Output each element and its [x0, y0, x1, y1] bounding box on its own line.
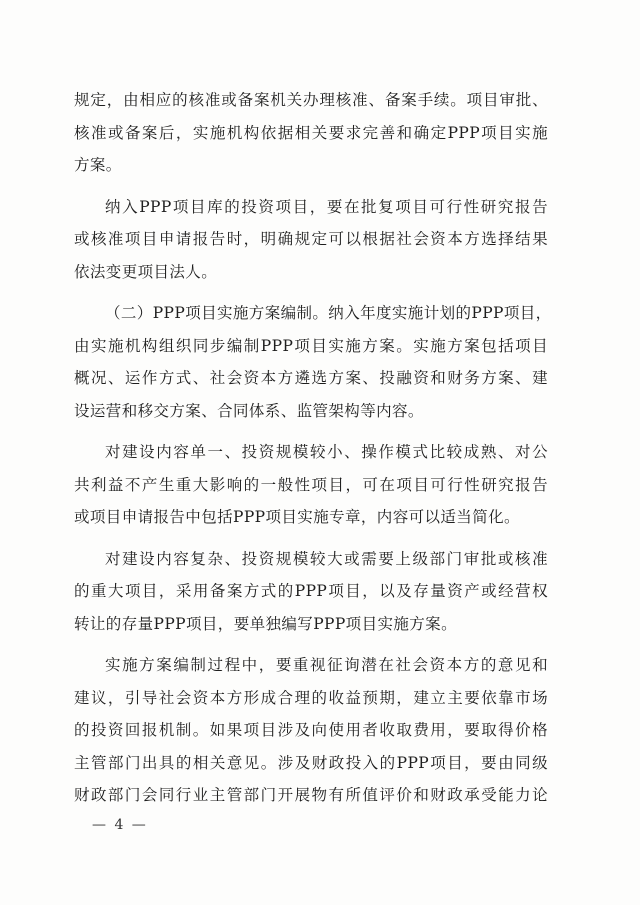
text-line: 方案。: [74, 156, 122, 174]
text-line: 核准或备案后，实施机构依据相关要求完善和确定PPP项目实施: [74, 123, 548, 142]
text-line: 对建设内容复杂、投资规模较大或需要上级部门审批或核准: [105, 549, 548, 568]
text-line: 的重大项目，采用备案方式的PPP项目，以及存量资产或经营权: [74, 582, 548, 600]
text-line: 财政部门会同行业主管部门开展物有所值评价和财政承受能力论: [74, 786, 548, 804]
text-line: 或项目申请报告中包括PPP项目实施专章，内容可以适当简化。: [74, 508, 520, 526]
text-line: 纳入PPP项目库的投资项目，要在批复项目可行性研究报告: [105, 197, 548, 216]
text-line: 依法变更项目法人。: [74, 262, 218, 281]
paragraph-2: [74, 191, 548, 289]
text-line: （二）PPP项目实施方案编制。纳入年度实施计划的PPP项目，: [105, 304, 552, 322]
body-text: [74, 84, 552, 812]
paragraph-4: [74, 436, 548, 534]
text-line: 的投资回报机制。如果项目涉及向使用者收取费用，要取得价格: [74, 721, 548, 739]
text-line: 或核准项目申请报告时，明确规定可以根据社会资本方选择结果: [74, 230, 548, 248]
text-line: 对建设内容单一、投资规模较小、操作模式比较成熟、对公: [105, 443, 548, 461]
text-line: 共利益不产生重大影响的一般性项目，可在项目可行性研究报告: [74, 475, 548, 494]
text-line: 实施方案编制过程中，要重视征询潜在社会资本方的意见和: [105, 656, 548, 674]
text-line: 概况、运作方式、社会资本方遴选方案、投融资和财务方案、建: [74, 369, 548, 387]
text-line: 建议，引导社会资本方形成合理的收益预期，建立主要依靠市场: [74, 688, 548, 707]
paragraph-3: [74, 297, 552, 427]
text-line: 由实施机构组织同步编制PPP项目实施方案。实施方案包括项目: [74, 336, 548, 355]
page-number: — 4 —: [92, 817, 148, 833]
paragraph-5: [74, 543, 548, 641]
paragraph-1: [74, 84, 548, 182]
text-line: 规定，由相应的核准或备案机关办理核准、备案手续。项目审批、: [74, 91, 548, 109]
text-line: 设运营和移交方案、合同体系、监管架构等内容。: [74, 401, 424, 420]
paragraph-6: [74, 649, 548, 812]
text-line: 主管部门出具的相关意见。涉及财政投入的PPP项目，要由同级: [74, 753, 548, 772]
text-line: 转让的存量PPP项目，要单独编写PPP项目实施方案。: [74, 614, 457, 633]
